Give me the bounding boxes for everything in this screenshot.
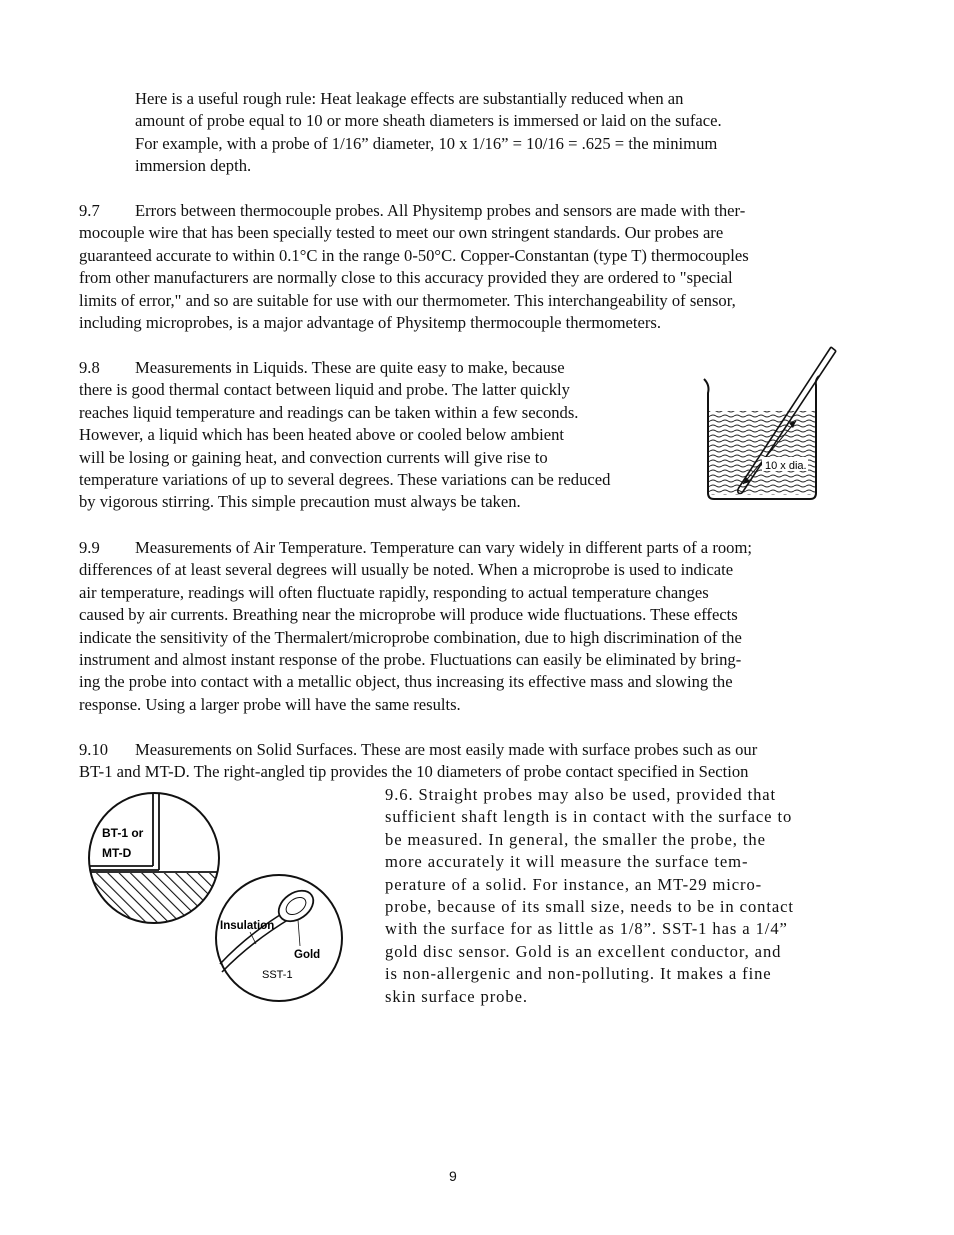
probe-label-line2: MT-D (102, 846, 132, 860)
section-text-line: response. Using a larger probe will have the same results. (79, 694, 461, 714)
section-text-line: sufficient shaft length is in contact with the surface to (385, 807, 793, 827)
section-number: 9.8 (79, 358, 100, 377)
sensor-label: SST-1 (262, 969, 293, 981)
section-text-line: BT-1 and MT-D. The right-angled tip provides the 10 diameters of probe contact specified in Section (79, 762, 749, 782)
section-text-line: mocouple wire that has been specially tested to meet our own stringent standards. Our probes are (79, 223, 724, 243)
section-text-line: probe, because of its small size, needs to be in contact (385, 897, 794, 917)
section-text-line: Measurements on Solid Surfaces. These are most easily made with surface probes such as our (135, 740, 758, 759)
probe-label-line1: BT-1 or (102, 826, 144, 840)
section-text-line: reaches liquid temperature and readings can be taken within a few seconds. (79, 402, 579, 422)
section-text-line: gold disc sensor. Gold is an excellent conductor, and (385, 941, 782, 961)
section-number: 9.7 (79, 201, 100, 220)
section-9-10-wrapped (385, 784, 794, 1008)
section-9-10 (79, 739, 757, 784)
section-text-line: including microprobes, is a major advantage of Physitemp thermocouple thermometers. (79, 313, 662, 333)
section-text-line: there is good thermal contact between liquid and probe. The latter quickly (79, 380, 570, 400)
rule-note-line: For example, with a probe of 1/16” diameter, 10 x 1/16” = 10/16 = .625 = the minimum (135, 133, 718, 153)
gold-label: Gold (294, 949, 321, 961)
section-text-line: instrument and almost instant response of the probe. Fluctuations can easily be eliminated by bring- (79, 650, 742, 670)
section-text-line: temperature variations of up to several degrees. These variations can be reduced (79, 470, 611, 490)
section-9-8 (79, 357, 610, 514)
section-number: 9.9 (79, 538, 100, 557)
section-text-line: limits of error," and so are suitable for use with our thermometer. This interchangeability of sensor, (79, 290, 736, 310)
section-text-line: will be losing or gaining heat, and convection currents will give rise to (79, 447, 548, 467)
surface-probe-figure (88, 786, 350, 1008)
section-text-line: skin surface probe. (385, 986, 528, 1006)
section-number: 9.10 (79, 740, 109, 759)
section-9-7 (79, 200, 749, 334)
section-text-line: guaranteed accurate to within 0.1°C in the range 0-50°C. Copper-Constantan (type T) thermocouples (79, 245, 749, 265)
section-text-line: with the surface for as little as 1/8”. SST-1 has a 1/4” (385, 919, 788, 939)
rule-note-line: Here is a useful rough rule: Heat leakage effects are substantially reduced when an (135, 89, 684, 108)
section-text-line: from other manufacturers are normally close to this accuracy provided they are ordered to "special (79, 268, 733, 288)
section-text-line: is non-allergenic and non-polluting. It makes a fine (385, 964, 772, 984)
dimension-label: 10 x dia. (765, 460, 807, 472)
section-9-9 (79, 537, 752, 716)
insulation-label: Insulation (220, 920, 275, 932)
section-text-line: However, a liquid which has been heated above or cooled below ambient (79, 425, 564, 445)
section-text-line: indicate the sensitivity of the Thermalert/microprobe combination, due to high discrimination of the (79, 627, 742, 647)
rule-note (135, 88, 722, 178)
page-number: 9 (449, 1168, 457, 1184)
section-text-line: perature of a solid. For instance, an MT-29 micro- (385, 874, 763, 894)
bt1-mtd-detail (88, 786, 228, 932)
section-text-line: be measured. In general, the smaller the probe, the (385, 829, 766, 849)
rule-note-line: immersion depth. (135, 156, 252, 176)
section-text-line: Errors between thermocouple probes. All Physitemp probes and sensors are made with ther- (135, 201, 746, 220)
section-text-line: Measurements of Air Temperature. Temperature can vary widely in different parts of a room; (135, 538, 752, 557)
section-text-line: more accurately it will measure the surface tem- (385, 852, 749, 872)
section-text-line: by vigorous stirring. This simple precaution must always be taken. (79, 492, 521, 512)
section-text-line: differences of at least several degrees will usually be noted. When a microprobe is used to indicate (79, 560, 734, 580)
section-text-line: 9.6. Straight probes may also be used, provided that (385, 785, 777, 804)
rule-note-line: amount of probe equal to 10 or more sheath diameters is immersed or laid on the suface. (135, 111, 722, 131)
beaker-figure (698, 343, 844, 505)
section-text-line: ing the probe into contact with a metallic object, thus increasing its effective mass and slowing the (79, 672, 733, 692)
section-text-line: caused by air currents. Breathing near the microprobe will produce wide fluctuations. These effects (79, 605, 738, 625)
sst1-detail (216, 875, 342, 1001)
section-text-line: air temperature, readings will often fluctuate rapidly, responding to actual temperature changes (79, 582, 709, 602)
section-text-line: Measurements in Liquids. These are quite easy to make, because (135, 358, 565, 377)
